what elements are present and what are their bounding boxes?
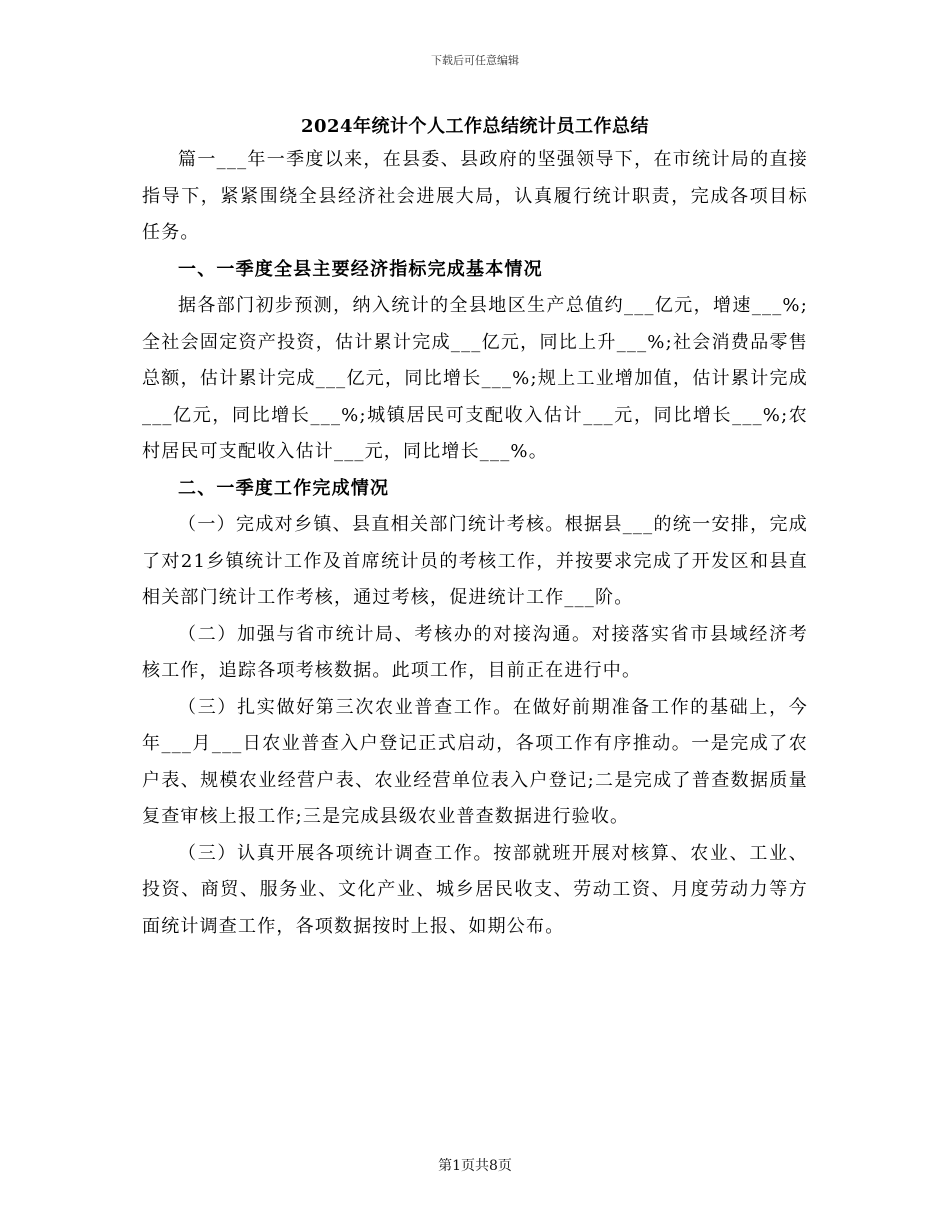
header-note: 下载后可任意编辑 xyxy=(431,54,519,67)
paragraph-item-4: （三）认真开展各项统计调查工作。按部就班开展对核算、农业、工业、投资、商贸、服务业、文化产业、城乡居民收支、劳动工资、月度劳动力等方面统计调查工作，各项数据按时上报、如期公布。 xyxy=(142,842,808,937)
section-heading-1: 一、一季度全县主要经济指标完成基本情况 xyxy=(178,258,543,280)
paragraph-item-1: （一）完成对乡镇、县直相关部门统计考核。根据县___的统一安排，完成了对21乡镇统计工作及首席统计员的考核工作，并按要求完成了开发区和县直相关部门统计工作考核，通过考核，促进统计工作___阶。 xyxy=(142,514,808,608)
page-number: 第1页共8页 xyxy=(438,1158,512,1174)
paragraph-item-2: （二）加强与省市统计局、考核办的对接沟通。对接落实省市县域经济考核工作，追踪各项考核数据。此项工作，目前正在进行中。 xyxy=(142,623,808,681)
paragraph-intro: 篇一___年一季度以来，在县委、县政府的坚强领导下，在市统计局的直接指导下，紧紧围绕全县经济社会进展大局，认真履行统计职责，完成各项目标任务。 xyxy=(142,149,808,243)
document-title: 2024年统计个人工作总结统计员工作总结 xyxy=(300,116,650,137)
section-heading-2: 二、一季度工作完成情况 xyxy=(178,477,390,499)
document-body xyxy=(142,112,808,945)
paragraph-item-3: （三）扎实做好第三次农业普查工作。在做好前期准备工作的基础上，今年___月___日农业普查入户登记正式启动，各项工作有序推动。一是完成了农户表、规模农业经营户表、农业经营单位表入户登记;二是完成了普查数据质量复查审核上报工作;三是完成县级农业普查数据进行验收。 xyxy=(142,696,808,827)
paragraph-indicators: 据各部门初步预测，纳入统计的全县地区生产总值约___亿元，增速___%;全社会固定资产投资，估计累计完成___亿元，同比上升___%;社会消费品零售总额，估计累计完成___亿元，同比增长___%;规上工业增加值，估计累计完成___亿元，同比增长___%;城镇居民可支配收入估计___元，同比增长___%;农村居民可支配收入估计___元，同比增长___%。 xyxy=(142,295,808,462)
